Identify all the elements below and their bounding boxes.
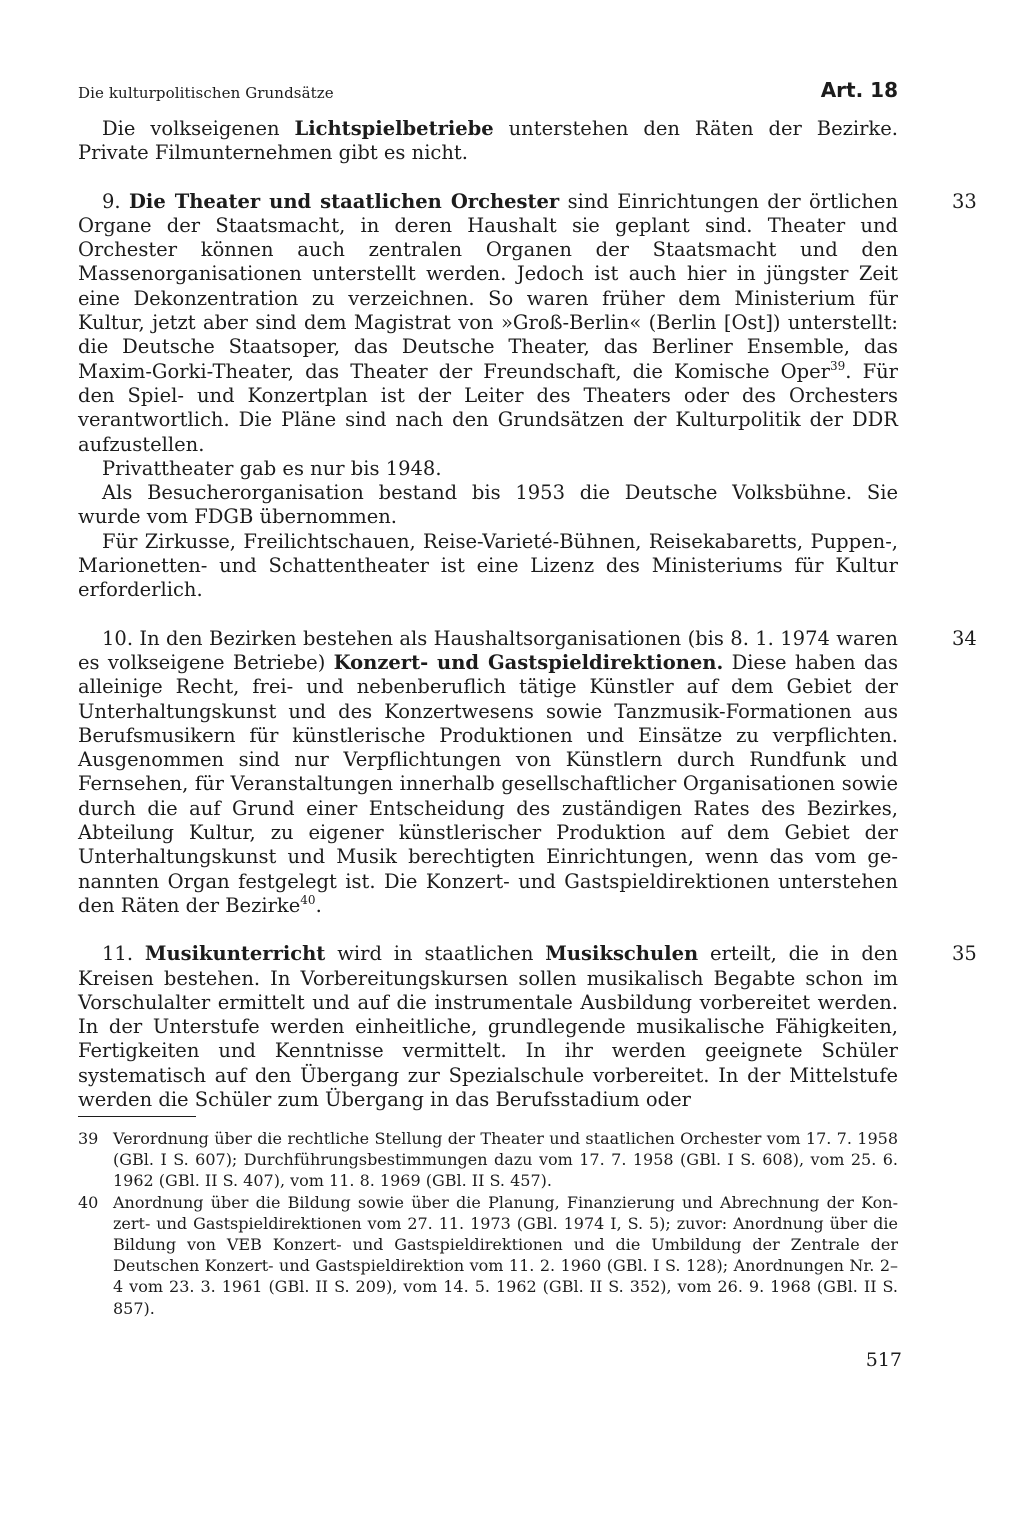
footnote-ref[interactable]: 39 [830,358,846,373]
paragraph-9b: Privattheater gab es nur bis 1948. [102,456,442,480]
paragraph-9 [78,189,977,457]
body-text [78,117,977,1112]
bold-term: Konzert- und Gastspieldirektionen. [333,650,724,674]
footnote-40 [78,1192,898,1319]
text-run: . [315,893,322,917]
footnote-number: 40 [78,1192,99,1212]
footnote-ref[interactable]: 40 [300,892,316,907]
paragraph-number: 9. [102,189,130,213]
page-number: 517 [865,1349,902,1371]
text-run: 10. In den Bezirken bestehen als Haushaltsorganisationen (bis 8. 1. 1974 waren es volkseigene Betriebe) [78,626,898,674]
paragraph-9c: Als Besucherorganisation bestand bis 1953 die Deutsche Volksbühne. Sie wurde vom FDGB übernommen. [78,481,898,529]
bold-term: Musikunterricht [144,942,326,966]
text-run: erteilt, die in den Kreisen bestehen. In Vorbereitungskursen sollen musikalisch Begabte schon im Vorschulalter ermittelt und auf die instrumentale Ausbildung vorbereitet werden. In der Unterstufe werden einheitliche, grundlegende musikalische Fähigkeiten, Fertigkeiten und Kenntnisse vermittelt. In ihr werden geeignete Schüler systematisch auf den Übergang zur Spezialschule vorbereitet. In der Mittelstufe werden die Schüler zum Übergang in das Berufsstadium oder [78,942,898,1111]
footnote-number: 39 [78,1129,99,1148]
footnote-text: Verordnung über die rechtliche Stellung der Theater und staatlichen Orchester vom 17. 7. 1958 (GBl. I S. 607); Durchführungsbestimmungen dazu vom 17. 7. 1958 (GBl. I S. 608), vom 25. 6. 1962 (GBl. II S. 407), vom 11. 8. 1969 (GBl. II S. 457). [113,1129,898,1191]
footnote-text: Anordnung über die Bildung sowie über die Planung, Finanzierung und Abrechnung der Konzert- und Gastspieldirektionen vom 27. 11. 1973 (GBl. 1974 I, S. 5); zuvor: Anordnung über die Bildung von VEB Konzert- und Gastspieldirektionen und die Umbildung der Zentrale der Deutschen Konzert- und Gastspieldirektion vom 11. 2. 1960 (GBl. I S. 128); Anordnungen Nr. 2–4 vom 23. 3. 1961 (GBl. II S. 209), vom 14. 5. 1962 (GBl. II S. 352), vom 26. 9. 1968 (GBl. II S. 857). [113,1192,898,1318]
paragraph-number: 11. [102,942,145,966]
footnote-rule [78,1116,196,1117]
text-run: unterstehen den Räten der Bezirke. Private Filmunternehmen gibt es nicht. [78,117,898,165]
footnote-39 [78,1128,898,1192]
text-run: Diese haben das alleinige Recht, frei- und nebenberuflich tätige Künstler auf dem Gebiet der Unterhaltungskunst und des Konzertwesens sowie Tanzmusik-Formationen aus Berufsmusikern für künstlerische Produktionen und Einsätze zu verpflichten. Ausgenommen sind nur Verpflichtungen von Künstlern durch Rundfunk und Fernsehen, für Veranstaltungen innerhalb gesellschaftlicher Organisationen sowie durch die auf Grund einer Entscheidung des zuständigen Rates des Bezirkes, Abteilung Kultur, zu eigener künstlerischer Produktion auf dem Gebiet der Unterhaltungskunst und Musik berechtigten Einrichtungen, wenn das vom genannten Organ festgelegt ist. Die Konzert- und Gastspieldirektionen unterstehen den Räten der Bezirke [78,650,899,917]
text-run: sind Einrichtungen der örtlichen Organe der Staatsmacht, in deren Haushalt sie geplant sind. Theater und Orchester können auch zentralen Organen der Staatsmacht und den Massenorganisationen unterstellt werden. Jedoch ist auch hier in jüngster Zeit eine Dekonzentration zu verzeichnen. So waren früher dem Ministerium für Kultur, jetzt aber sind dem Magistrat von »Groß-Berlin« (Berlin [Ost]) unterstellt: die Deutsche Staatsoper, das Deutsche Theater, das Berliner Ensemble, das Maxim-Gorki-Theater, das Theater der Freundschaft, die Komische Oper [78,189,899,383]
paragraph-lichtspiel [78,117,898,166]
bold-term: Lichtspielbetriebe [294,117,494,140]
margin-number: 34 [952,626,977,650]
paragraph-9d: Für Zirkusse, Freilichtschauen, Reise-Varieté-Bühnen, Reisekabaretts, Puppen-, Marionetten- und Schattentheater ist eine Lizenz des Ministeriums für Kultur erforderlich. [78,529,898,602]
paragraph-11 [78,942,977,1112]
paragraph-10 [78,626,977,919]
text-run: . Für den Spiel- und Konzertplan ist der Leiter des Theaters oder des Orchesters verantwortlich. Die Pläne sind nach den Grundsätzen der Kulturpolitik der DDR aufzustellen. [78,359,898,456]
footnotes [78,1128,898,1319]
margin-number: 35 [952,942,977,966]
margin-number: 33 [952,189,977,213]
bold-term: Musikschulen [545,942,699,966]
text-run: wird in staatlichen [325,942,546,966]
section-title: Die kulturpolitischen Grundsätze [78,84,334,102]
article-number: Art. 18 [820,78,898,102]
running-head [78,78,898,108]
bold-term: Die Theater und staatlichen Orchester [129,189,560,213]
text-run: Die volkseigenen [102,117,295,140]
